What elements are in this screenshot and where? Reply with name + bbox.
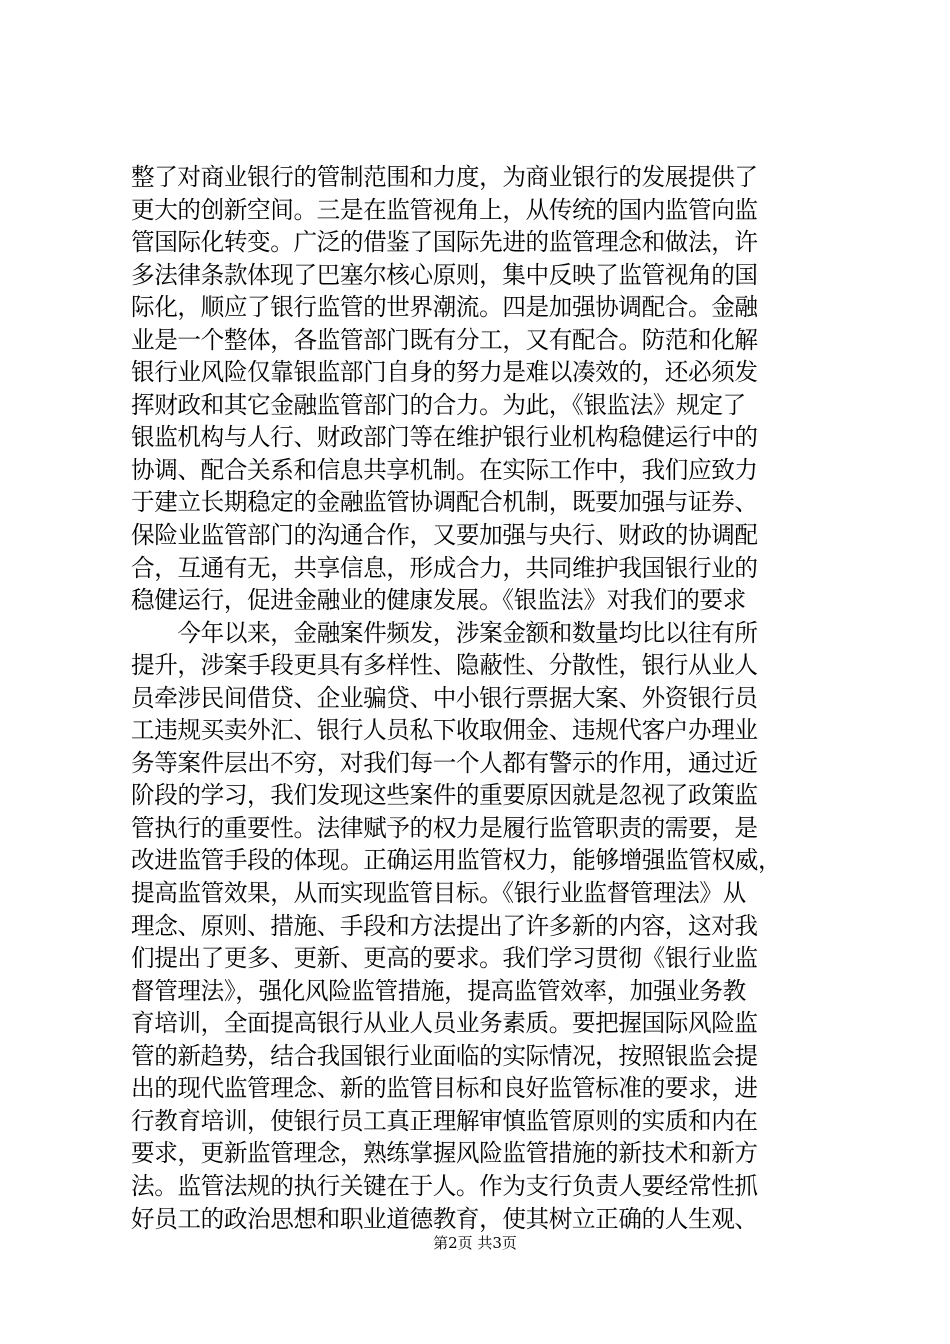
text-line: 际化，顺应了银行监管的世界潮流。四是加强协调配合。金融 [131, 293, 758, 322]
text-line: 管的新趋势，结合我国银行业面临的实际情况，按照银监会提 [131, 1041, 758, 1070]
text-line: 保险业监管部门的沟通合作，又要加强与央行、财政的协调配 [131, 521, 758, 550]
text-line: 法。监管法规的执行关键在于人。作为支行负责人要经常性抓 [131, 1171, 758, 1200]
text-line: 工违规买卖外汇、银行人员私下收取佣金、违规代客户办理业 [131, 716, 758, 745]
text-line: 育培训，全面提高银行从业人员业务素质。要把握国际风险监 [131, 1009, 758, 1038]
text-line: 更大的创新空间。三是在监管视角上，从传统的国内监管向监 [131, 195, 758, 224]
text-line: 要求，更新监管理念，熟练掌握风险监管措施的新技术和新方 [131, 1139, 758, 1168]
text-line: 阶段的学习，我们发现这些案件的重要原因就是忽视了政策监 [131, 781, 758, 810]
text-line: 提升，涉案手段更具有多样性、隐蔽性、分散性，银行从业人 [131, 651, 758, 680]
text-line: 多法律条款体现了巴塞尔核心原则，集中反映了监管视角的国 [131, 260, 758, 289]
text-line: 协调、配合关系和信息共享机制。在实际工作中，我们应致力 [131, 455, 758, 484]
text-line: 改进监管手段的体现。正确运用监管权力，能够增强监管权威， [131, 846, 782, 875]
text-line: 合，互通有无，共享信息，形成合力，共同维护我国银行业的 [131, 553, 758, 582]
text-line: 们提出了更多、更新、更高的要求。我们学习贯彻《银行业监 [131, 944, 758, 973]
text-line: 管执行的重要性。法律赋予的权力是履行监管职责的需要，是 [131, 813, 758, 842]
text-line: 于建立长期稳定的金融监管协调配合机制，既要加强与证券、 [131, 488, 758, 517]
text-line: 整了对商业银行的管制范围和力度，为商业银行的发展提供了 [131, 163, 758, 191]
text-line: 理念、原则、措施、手段和方法提出了许多新的内容，这对我 [131, 911, 758, 940]
body-text [131, 161, 831, 1235]
text-line: 今年以来，金融案件频发，涉案金额和数量均比以往有所 [131, 618, 758, 647]
text-line: 务等案件层出不穷，对我们每一个人都有警示的作用，通过近 [131, 748, 758, 777]
text-line: 提高监管效果，从而实现监管目标。《银行业监督管理法》从 [131, 879, 746, 908]
text-line: 管国际化转变。广泛的借鉴了国际先进的监管理念和做法，许 [131, 228, 758, 257]
text-line: 督管理法》，强化风险监管措施，提高监管效率，加强业务教 [131, 976, 746, 1005]
text-line: 行教育培训，使银行员工真正理解审慎监管原则的实质和内在 [131, 1106, 758, 1135]
text-line: 业是一个整体，各监管部门既有分工，又有配合。防范和化解 [131, 325, 758, 354]
text-line: 好员工的政治思想和职业道德教育，使其树立正确的人生观、 [131, 1204, 758, 1233]
text-line: 银监机构与人行、财政部门等在维护银行业机构稳健运行中的 [131, 423, 758, 452]
text-line: 挥财政和其它金融监管部门的合力。为此，《银监法》规定了 [131, 390, 746, 419]
text-line: 员牵涉民间借贷、企业骗贷、中小银行票据大案、外资银行员 [131, 683, 758, 712]
text-line: 稳健运行，促进金融业的健康发展。《银监法》对我们的要求 [131, 586, 746, 615]
text-line: 出的现代监管理念、新的监管目标和良好监管标准的要求，进 [131, 1074, 758, 1103]
page-footer: 第2页 共3页 [433, 1234, 517, 1252]
text-line: 银行业风险仅靠银监部门自身的努力是难以凑效的，还必须发 [131, 358, 758, 387]
